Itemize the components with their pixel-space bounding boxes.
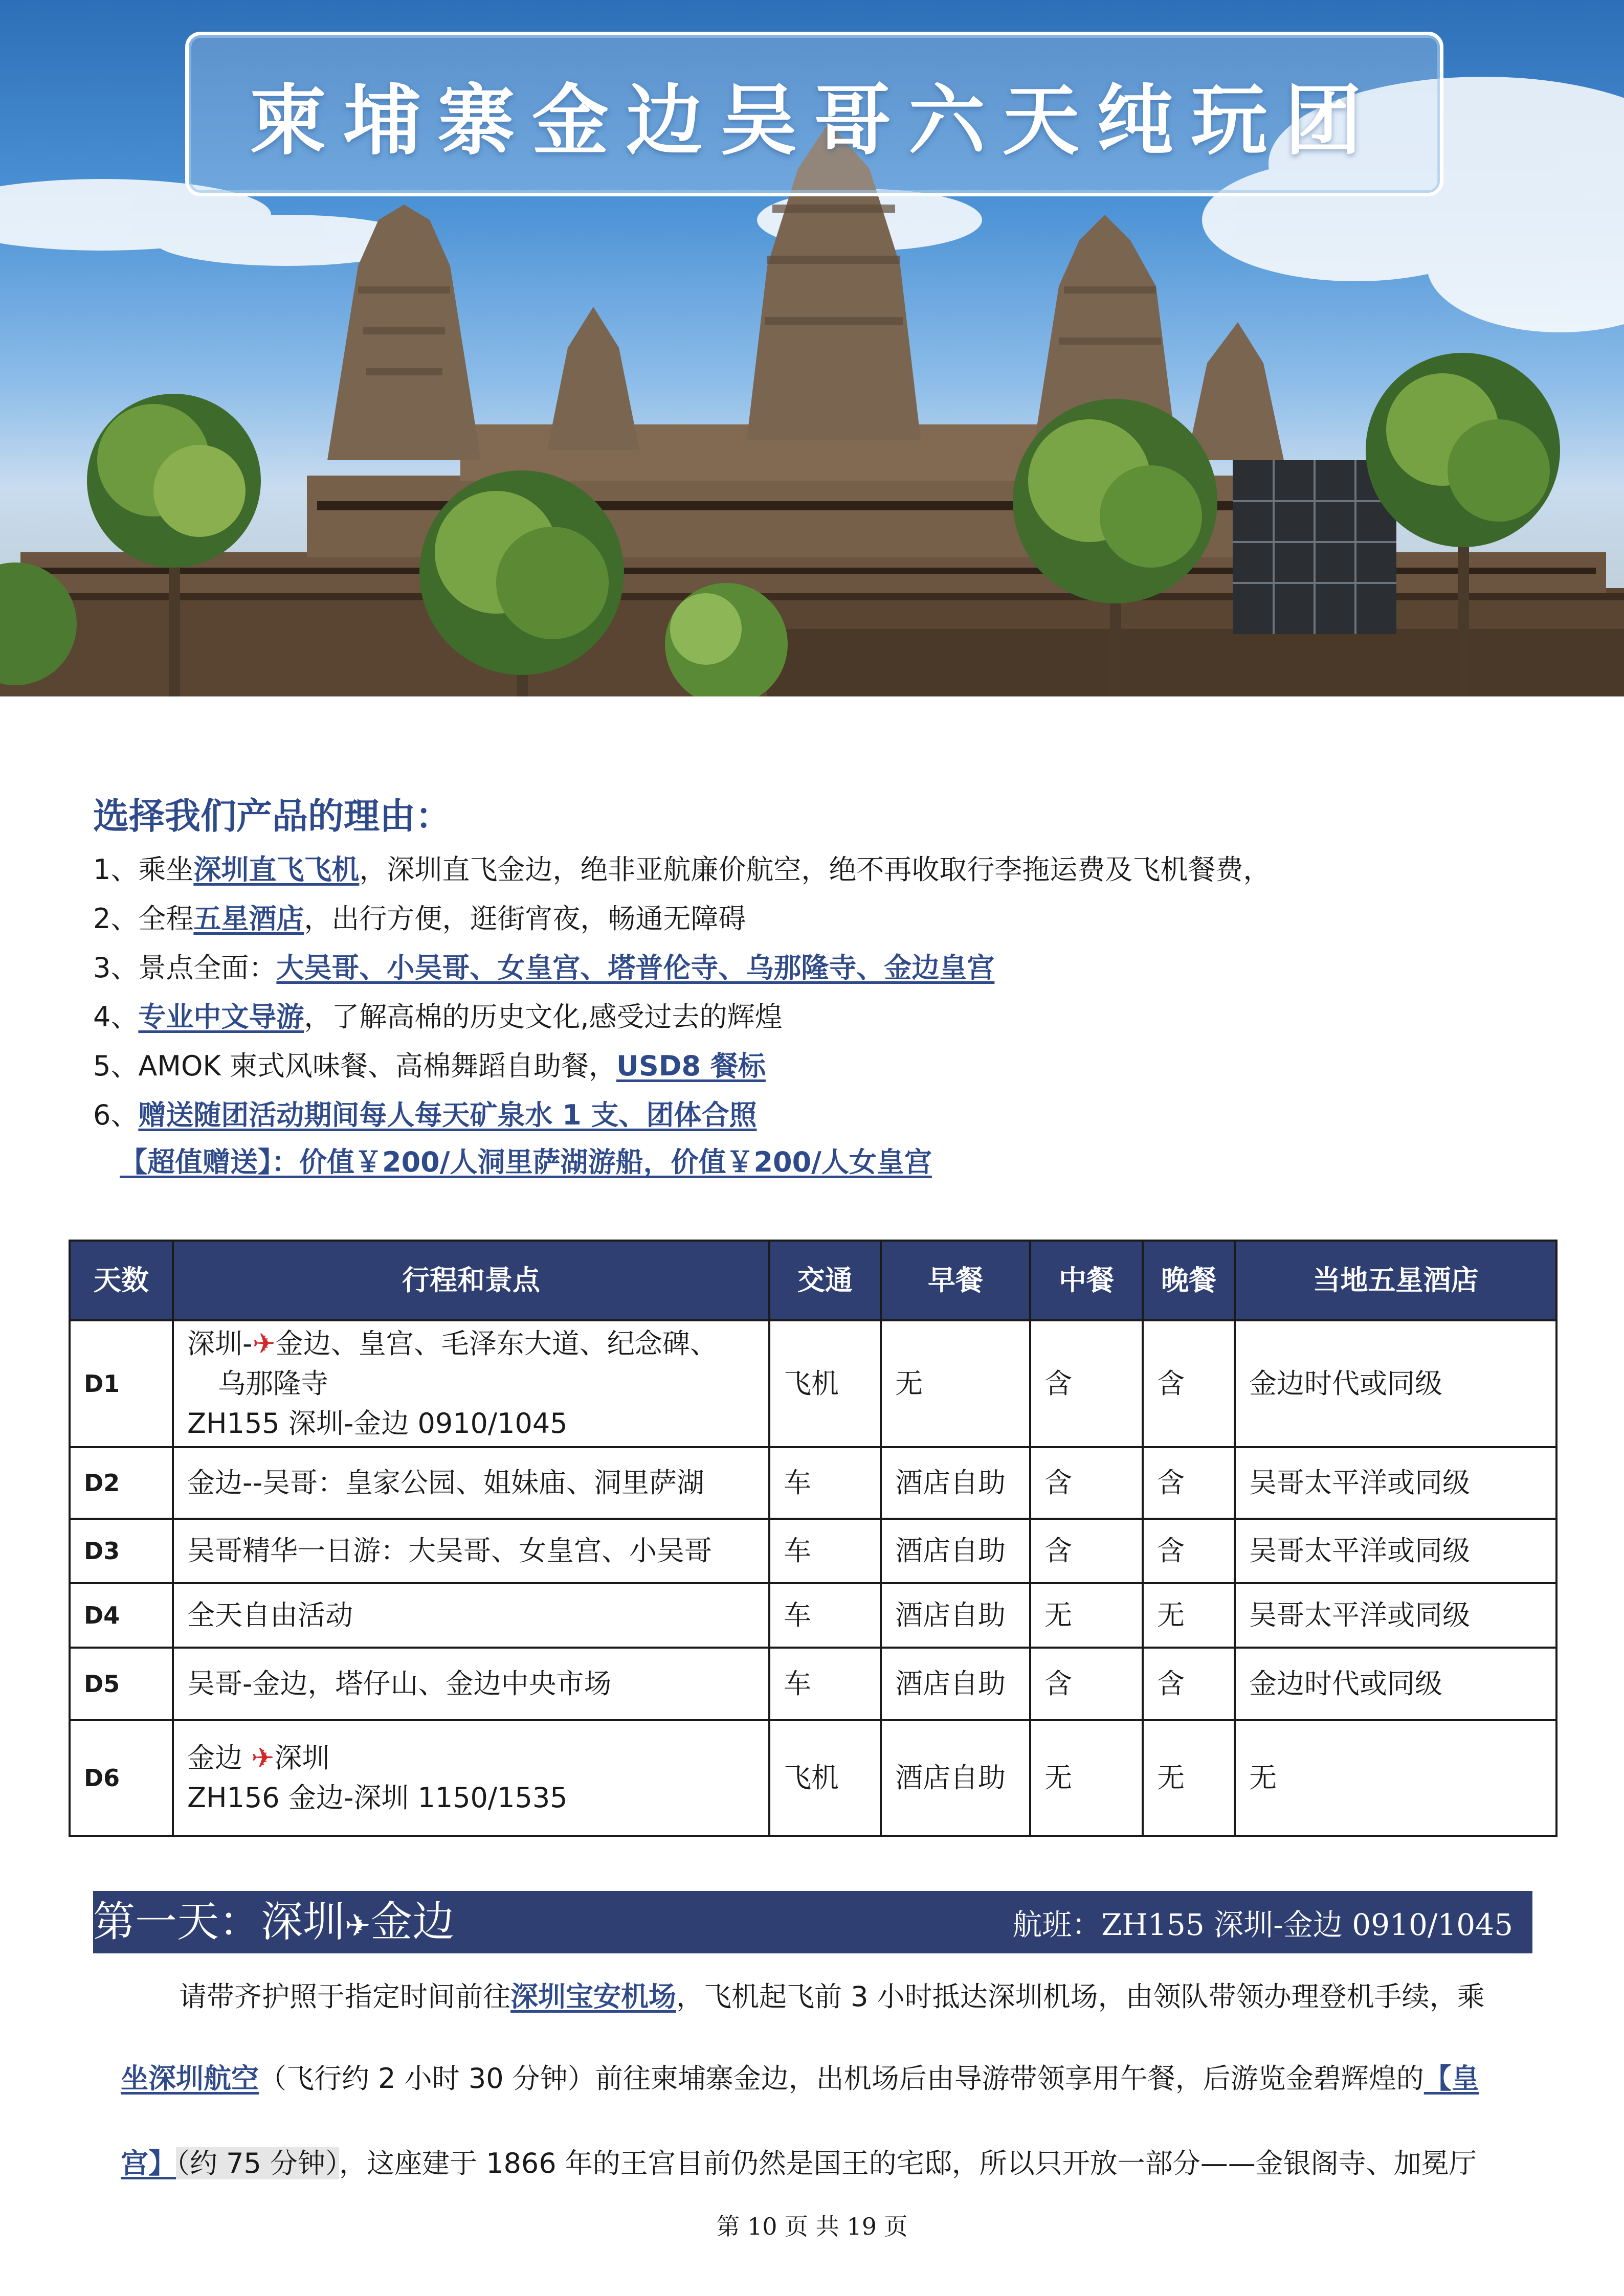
lunch-cell: 含	[1030, 1320, 1143, 1447]
hotel-cell: 金边时代或同级	[1235, 1320, 1556, 1447]
lunch-cell: 无	[1030, 1583, 1143, 1648]
day1-banner	[93, 1891, 1532, 1953]
transport-cell: 车	[769, 1583, 881, 1648]
itinerary-table	[69, 1240, 1558, 1837]
airplane-icon: ✈	[345, 1908, 371, 1944]
table-row	[70, 1447, 1556, 1519]
col-header-route: 行程和景点	[173, 1241, 769, 1320]
airport-highlight: 深圳宝安机场	[510, 1980, 676, 2013]
bonus-gift-line: 【超值赠送】：价值￥200/人洞里萨湖游船，价值￥200/人女皇宫	[120, 1146, 932, 1178]
dinner-cell: 含	[1143, 1648, 1235, 1720]
hotel-cell: 金边时代或同级	[1235, 1648, 1556, 1720]
text: 请带齐护照于指定时间前往	[179, 1980, 510, 2013]
reason-3-highlight: 大吴哥、小吴哥、女皇宫、塔普伦寺、乌那隆寺、金边皇宫	[276, 952, 995, 984]
day-cell: D6	[70, 1720, 173, 1836]
route-stops: 金边、皇宫、毛泽东大道、纪念碑、	[275, 1327, 718, 1360]
hero-title-box	[185, 32, 1443, 196]
route-cell	[173, 1720, 769, 1836]
day-cell: D1	[70, 1320, 173, 1447]
reason-1	[93, 852, 1271, 888]
transport-cell: 车	[769, 1648, 881, 1720]
reasons-heading: 选择我们产品的理由：	[93, 795, 451, 837]
dinner-cell: 无	[1143, 1583, 1235, 1648]
flight-info: ZH155 深圳-金边 0910/1045	[187, 1407, 568, 1439]
hotel-cell: 无	[1235, 1720, 1556, 1836]
dinner-cell: 含	[1143, 1519, 1235, 1583]
reason-6-prefix: 6、	[93, 1099, 139, 1131]
lunch-cell: 含	[1030, 1648, 1143, 1720]
col-header-day: 天数	[70, 1241, 173, 1320]
reason-1-prefix: 1、乘坐	[93, 853, 194, 886]
lunch-cell: 无	[1030, 1720, 1143, 1836]
route-stops: 深圳	[274, 1742, 330, 1774]
dinner-cell: 含	[1143, 1447, 1235, 1519]
table-row	[70, 1519, 1556, 1583]
breakfast-cell: 酒店自助	[881, 1720, 1030, 1836]
breakfast-cell: 酒店自助	[881, 1447, 1030, 1519]
palace-highlight-cont: 宫】	[121, 2147, 176, 2179]
col-header-breakfast: 早餐	[881, 1241, 1030, 1320]
airline-highlight: 坐深圳航空	[121, 2062, 259, 2095]
table-header-row	[70, 1241, 1556, 1320]
transport-cell: 飞机	[769, 1720, 881, 1836]
transport-cell: 车	[769, 1447, 881, 1519]
col-header-dinner: 晚餐	[1143, 1241, 1235, 1320]
reason-4-text: ，了解高棉的历史文化,感受过去的辉煌	[304, 1001, 783, 1033]
reason-3	[93, 950, 994, 986]
table-row	[70, 1583, 1556, 1648]
day1-title-origin: 第一天：深圳	[93, 1898, 345, 1946]
reason-2	[93, 901, 746, 937]
hotel-cell: 吴哥太平洋或同级	[1235, 1519, 1556, 1583]
day1-title-destination: 金边	[370, 1898, 455, 1946]
reason-2-prefix: 2、全程	[93, 903, 194, 935]
route-cell: 吴哥-金边，塔仔山、金边中央市场	[173, 1648, 769, 1720]
airplane-icon: ✈	[251, 1742, 275, 1774]
hotel-cell: 吴哥太平洋或同级	[1235, 1583, 1556, 1648]
day-cell: D2	[70, 1447, 173, 1519]
page-title: 柬埔寨金边吴哥六天纯玩团	[249, 77, 1379, 166]
route-cell: 吴哥精华一日游：大吴哥、女皇宫、小吴哥	[173, 1519, 769, 1583]
duration-note: （约 75 分钟）	[176, 2147, 340, 2179]
airplane-icon: ✈	[252, 1327, 276, 1360]
breakfast-cell: 酒店自助	[881, 1648, 1030, 1720]
day1-title	[93, 1891, 454, 1953]
day1-paragraph-line-1	[179, 1979, 1485, 2015]
text: ，飞机起飞前 3 小时抵达深圳机场，由领队带领办理登机手续，乘	[676, 1980, 1485, 2013]
route-cell: 金边--吴哥：皇家公园、姐妹庙、洞里萨湖	[173, 1447, 769, 1519]
route-origin: 金边	[187, 1742, 252, 1774]
breakfast-cell: 酒店自助	[881, 1583, 1030, 1648]
reason-6-highlight: 赠送随团活动期间每人每天矿泉水 1 支、团体合照	[138, 1099, 757, 1131]
reason-1-text: ，深圳直飞金边，绝非亚航廉价航空，绝不再收取行李拖运费及飞机餐费，	[359, 853, 1271, 886]
reason-4	[93, 999, 783, 1035]
dinner-cell: 含	[1143, 1320, 1235, 1447]
reason-5-prefix: 5、AMOK 柬式风味餐、高棉舞蹈自助餐，	[93, 1050, 616, 1082]
transport-cell: 飞机	[769, 1320, 881, 1447]
dinner-cell: 无	[1143, 1720, 1235, 1836]
reason-3-prefix: 3、景点全面：	[93, 952, 277, 984]
day-cell: D3	[70, 1519, 173, 1583]
day1-paragraph-line-2	[121, 2061, 1479, 2097]
day1-paragraph-line-3	[121, 2146, 1477, 2181]
hotel-cell: 吴哥太平洋或同级	[1235, 1447, 1556, 1519]
reason-1-highlight: 深圳直飞飞机	[193, 853, 360, 886]
transport-cell: 车	[769, 1519, 881, 1583]
route-origin: 深圳-	[187, 1327, 253, 1360]
day1-flight-info: 航班：ZH155 深圳-金边 0910/1045	[1012, 1907, 1513, 1942]
reason-6	[93, 1097, 757, 1133]
reason-2-highlight: 五星酒店	[193, 903, 304, 935]
route-cell	[173, 1320, 769, 1447]
palace-highlight: 【皇	[1423, 2062, 1479, 2095]
col-header-hotel: 当地五星酒店	[1235, 1241, 1556, 1320]
lunch-cell: 含	[1030, 1447, 1143, 1519]
breakfast-cell: 酒店自助	[881, 1519, 1030, 1583]
day-cell: D5	[70, 1648, 173, 1720]
col-header-transport: 交通	[769, 1241, 881, 1320]
table-row	[70, 1320, 1556, 1447]
table-row	[70, 1648, 1556, 1720]
col-header-lunch: 中餐	[1030, 1241, 1143, 1320]
table-row	[70, 1720, 1556, 1836]
page-footer: 第 10 页 共 19 页	[716, 2213, 908, 2240]
day-cell: D4	[70, 1583, 173, 1648]
reason-2-text: ，出行方便，逛街宵夜，畅通无障碍	[304, 903, 746, 935]
breakfast-cell: 无	[881, 1320, 1030, 1447]
reason-5	[93, 1048, 766, 1084]
lunch-cell: 含	[1030, 1519, 1143, 1583]
route-stops-cont: 乌那隆寺	[218, 1367, 328, 1400]
reason-5-highlight: USD8 餐标	[616, 1050, 766, 1082]
text: ，这座建于 1866 年的王宫目前仍然是国王的宅邸，所以只开放一部分——金银阁寺、加冕厅	[339, 2147, 1477, 2179]
reason-4-prefix: 4、	[93, 1001, 139, 1033]
route-cell: 全天自由活动	[173, 1583, 769, 1648]
hero-banner	[0, 0, 1624, 696]
reason-4-highlight: 专业中文导游	[138, 1001, 304, 1033]
flight-info: ZH156 金边-深圳 1150/1535	[187, 1782, 568, 1814]
text: （飞行约 2 小时 30 分钟）前往柬埔寨金边，出机场后由导游带领享用午餐，后游览金碧辉煌的	[259, 2062, 1424, 2095]
